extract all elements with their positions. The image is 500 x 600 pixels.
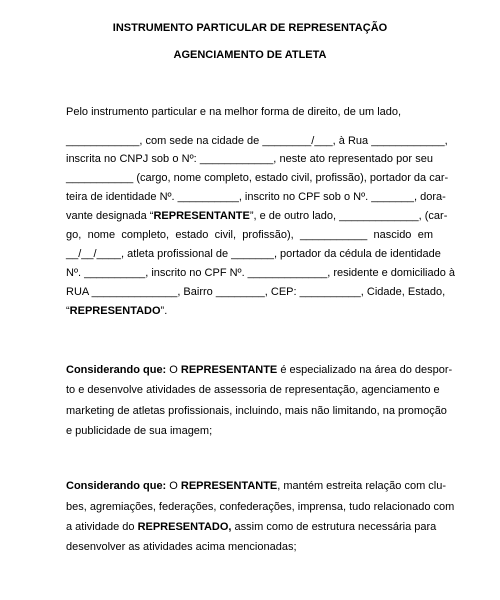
p2-line: e publicidade de sua imagem; [66,425,213,437]
p1-line: __/__/____, atleta profissional de _______, portador da cédula de identidade [66,248,441,260]
p3-line: desenvolver as atividades acima mencionadas; [66,541,297,553]
p2-bold: REPRESENTANTE [180,364,278,376]
p3-line-considering [66,479,447,493]
p1-line: RUA ______________, Bairro ________, CEP: __________, Cidade, Estado, [66,286,446,298]
p1-line: ___________ (cargo, nome completo, estado civil, profissão), portador da car- [66,172,449,184]
p2-lead: Considerando que: [66,364,167,376]
p3-bold: REPRESENTANTE [180,480,278,492]
p3-represented-post: assim como de estrutura necessária para [231,521,437,533]
p2-line: marketing de atletas profissionais, incluindo, mais não limitando, na promoção [66,405,447,417]
p1-line: teira de identidade Nº. __________, inscrito no CPF sob o Nº. _______, dora- [66,191,446,203]
document-subtitle: AGENCIAMENTO DE ATLETA [173,49,327,61]
p3-represented-pre: a atividade do [66,521,138,533]
p1-line: Nº. __________, inscrito no CPF Nº. _____________, residente e domiciliado à [66,267,456,279]
intro-line: Pelo instrumento particular e na melhor forma de direito, de um lado, [66,106,402,118]
p1-represented-bold: REPRESENTADO [69,305,161,317]
p3-lead: Considerando que: [66,480,167,492]
p3-line: bes, agremiações, federações, confederações, imprensa, tudo relacionado com [66,501,455,513]
p3-mid: O [166,480,181,492]
p1-designation-post: ”, e de outro lado, _____________, (car- [249,210,448,222]
p3-represented-bold: REPRESENTADO, [137,521,232,533]
p1-designation-bold: REPRESENTANTE [153,210,250,222]
p1-line-designation [66,209,448,223]
p2-line: to e desenvolve atividades de assessoria de representação, agenciamento e [66,384,440,396]
p3-rest: , mantém estreita relação com clu- [277,480,447,492]
p2-line-considering [66,363,453,377]
document-title: INSTRUMENTO PARTICULAR DE REPRESENTAÇÃO [112,22,388,34]
p1-designation-pre: vante designada “ [66,210,154,222]
p2-mid: O [166,364,181,376]
p2-rest: é especializado na área do despor- [277,364,453,376]
p1-represented-pre: “ [66,305,70,317]
p1-represented-post: ”. [160,305,168,317]
p1-line: go, nome completo, estado civil, profissão), ___________ nascido em [66,229,433,241]
p1-line: inscrita no CNPJ sob o Nº: ____________, neste ato representado por seu [66,153,433,165]
p1-line: ____________, com sede na cidade de ________/___, à Rua ____________, [66,135,448,147]
p3-line-represented [66,520,437,534]
p1-line-represented [66,304,433,318]
